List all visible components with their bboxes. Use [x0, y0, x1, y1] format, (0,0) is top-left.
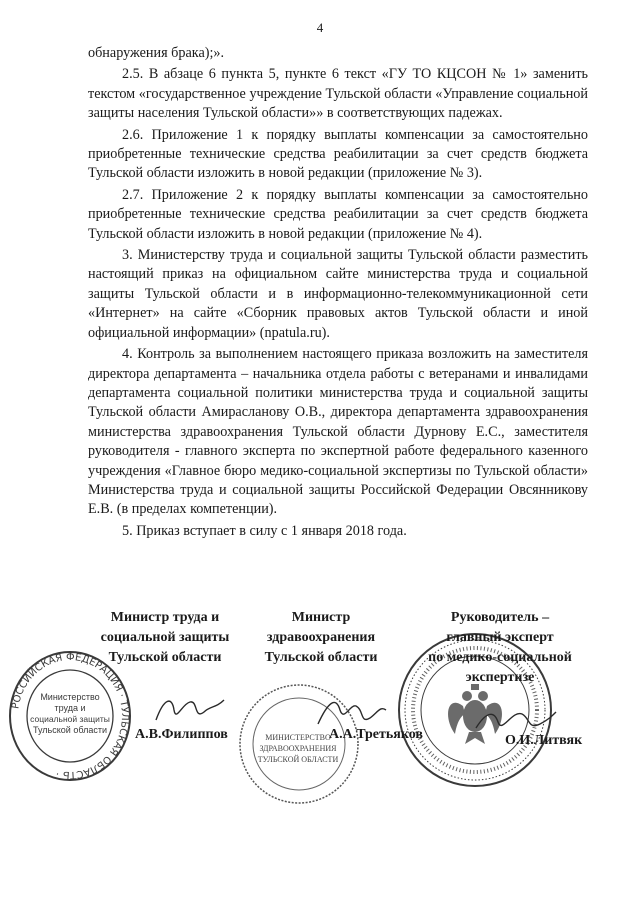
signatory-title-line: Руководитель –: [450, 610, 550, 625]
handwritten-signature: [310, 692, 390, 732]
seal-line: ТУЛЬСКОЙ ОБЛАСТИ: [257, 755, 339, 764]
paragraph: 3. Министерству труда и социальной защиты Тульской области разместить настоящий приказ на официальном сайте министерства труда и социальной защиты Тульской области и в информационно-телекоммуникационной сети «Интернет» на сайте «Сборник правовых актов Тульской области и иной официальной информации» (npatula.ru).: [88, 247, 588, 341]
signatory-title-line: главный эксперт: [446, 630, 554, 645]
signatory-block-mse: [410, 608, 590, 688]
signer-name: А.В.Филиппов: [135, 727, 228, 742]
paragraph: обнаружения брака);».: [88, 45, 225, 61]
signatory-title-line: Тульской области: [264, 650, 378, 665]
page-number: 4: [316, 20, 324, 35]
seal-line: труда и: [54, 703, 86, 713]
paragraph: 2.5. В абзаце 6 пункта 5, пункте 6 текст «ГУ ТО КЦСОН № 1» заменить текстом «государственное учреждение Тульской области «Управление социальной защиты населения Тульской области»» в соответствующих падежах.: [88, 66, 588, 122]
paragraph: 5. Приказ вступает в силу с 1 января 2018 года.: [122, 522, 407, 539]
signatory-title-line: Министр: [291, 610, 351, 625]
signatory-title-line: по медико-социальной: [428, 650, 572, 665]
signatory-title-line: Министр труда и: [110, 610, 220, 625]
paragraph: 2.6. Приложение 1 к порядку выплаты компенсации за самостоятельно приобретенные технические средства реабилитации за счет средств бюджета Тульской области изложить в новой редакции (приложение № 3).: [88, 126, 588, 182]
signatory-title-line: экспертизе: [465, 670, 535, 685]
paragraph: 4. Контроль за выполнением настоящего приказа возложить на заместителя директора департамента – начальника отдела работы с ветеранами и инвалидами департамента социальной политики министерства труда и социальной защиты Тульской области Амирасланову О.В., директора департамента здравоохранения министерства здравоохранения Тульской области Дурнову Е.С., заместителя руководителя - главного эксперта по экспертной работе федерального казенного учреждения «Главное бюро медико-социальной экспертизы по Тульской области» Министерства труда и социальной защиты Российской Федерации Овсянникову Е.В. (в пределах компетенции).: [88, 346, 588, 518]
seal-line: МИНИСТЕРСТВО: [265, 733, 331, 742]
seal-line: ЗДРАВООХРАНЕНИЯ: [259, 744, 337, 753]
signatory-title-line: социальной защиты: [100, 630, 230, 645]
signer-name: А.А.Третьяков: [329, 727, 423, 742]
signatory-block-labor: [80, 608, 250, 668]
seal-line: социальной защиты: [30, 714, 110, 724]
paragraph: 2.7. Приложение 2 к порядку выплаты компенсации за самостоятельно приобретенные технические средства реабилитации за счет средств бюджета Тульской области изложить в новой редакции (приложение № 4).: [88, 186, 588, 242]
seal-line: Министерство: [40, 692, 100, 702]
signer-name: О.И.Литвяк: [505, 733, 583, 748]
seal-outer-text: РОССИЙСКАЯ ФЕДЕРАЦИЯ · ТУЛЬСКАЯ ОБЛАСТЬ ·: [10, 651, 131, 781]
seal-line: Тульской области: [33, 725, 107, 735]
signatory-title-line: Тульской области: [108, 650, 222, 665]
signatory-block-health: [246, 608, 396, 668]
official-seal-labor-ministry: [8, 650, 132, 782]
signatory-title-line: здравоохранения: [266, 630, 376, 645]
document-body: [88, 44, 588, 543]
handwritten-signature: [150, 690, 230, 730]
